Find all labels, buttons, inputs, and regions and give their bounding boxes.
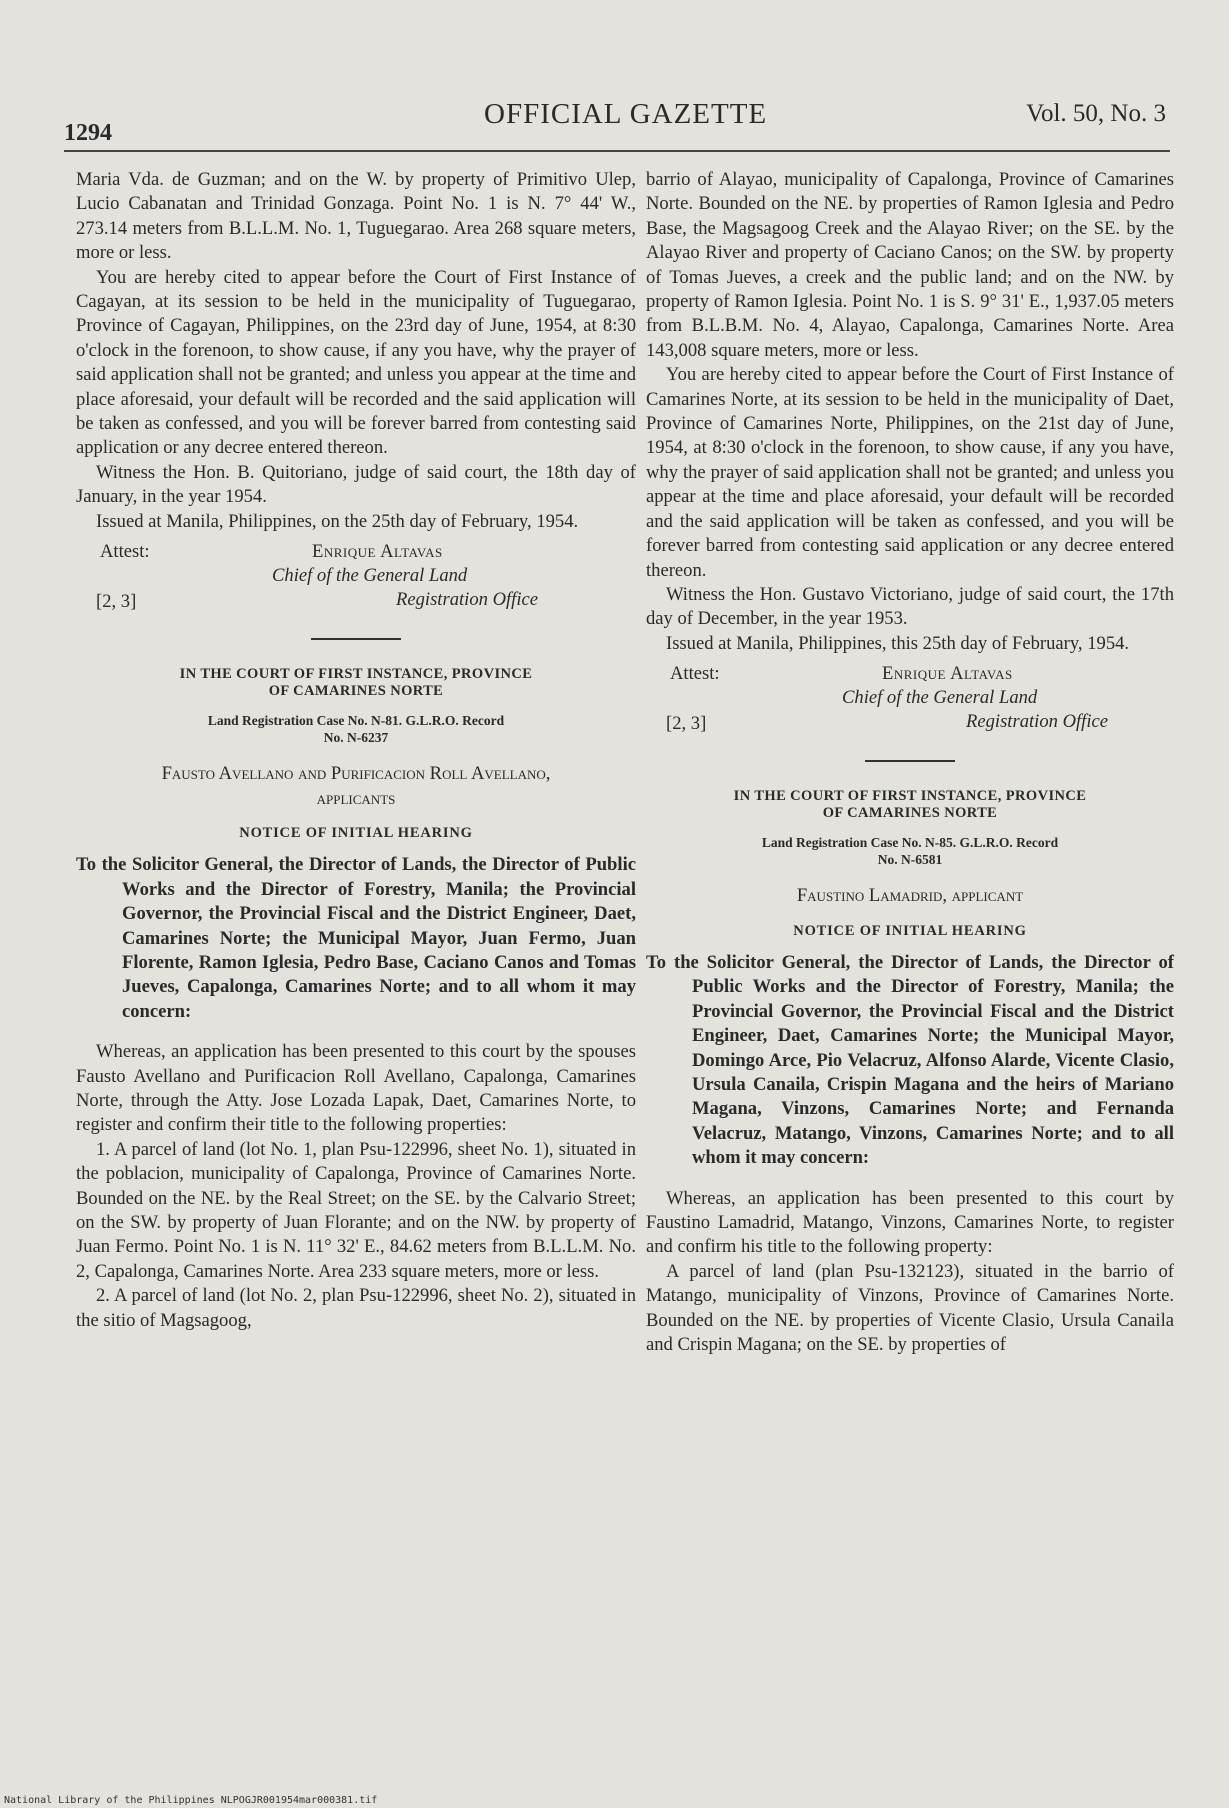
case-reference-line1: Land Registration Case No. N-81. G.L.R.O. Record <box>207 713 505 729</box>
attestation-block <box>646 660 1174 738</box>
applicants <box>76 762 636 811</box>
parcel-one-paragraph: 1. A parcel of land (lot No. 1, plan Psu-122996, sheet No. 1), situated in the poblacion, municipality of Capalonga, Province of Camarines Norte. Bounded on the NE. by the Real Street; on the SE. by the Calvario Street; on the SW. by property of Juan Florante; and on the NW. by property of Juan Fermo. Point No. 1 is N. 11° 32' E., 84.62 meters from B.L.L.M. No. 2, Capalonga, Camarines Norte. Area 233 square meters, more or less. <box>76 1138 636 1282</box>
running-head <box>64 94 1166 146</box>
continuation-paragraph: barrio of Alayao, municipality of Capalonga, Province of Camarines Norte. Bounded on the NE. by properties of Ramon Iglesia and Pedro Base, the Magsagoog Creek and the Alayao River; on the SE. by the Alayao River and property of Caciano Canos; on the SW. by property of Tomas Jueves, a creek and the public land; and on the NW. by property of Ramon Iglesia. Point No. 1 is S. 9° 31' E., 1,937.05 meters from B.L.B.M. No. 4, Alayao, Capalonga, Camarines Norte. Area 143,008 square meters, more or less. <box>646 169 1174 361</box>
signatory-name: Enrique Altavas <box>882 663 1013 685</box>
case-reference-line2: No. N-6237 <box>323 730 389 746</box>
journal-title: OFFICIAL GAZETTE <box>484 98 768 130</box>
court-heading-line2: OF CAMARINES NORTE <box>268 683 444 700</box>
citation-paragraph: You are hereby cited to appear before the Court of First Instance of Camarines Norte, at its session to be held in the municipality of Daet, Province of Camarines Norte, Philippines, on the 21st day of June, 1954, at 8:30 o'clock in the forenoon, to show cause, if any you have, why the prayer of said application shall not be granted; and unless you appear at the time and place aforesaid, your default will be recorded and the said application will be taken as confessed, and you will be forever barred from contesting said application or any decree entered thereon. <box>646 364 1174 581</box>
applicants-line2: applicants <box>316 787 396 809</box>
issued-paragraph: Issued at Manila, Philippines, this 25th day of February, 1954. <box>666 632 1130 654</box>
parcel-two-paragraph: 2. A parcel of land (lot No. 2, plan Psu-122996, sheet No. 2), situated in the sitio of Magsagoog, <box>76 1285 636 1331</box>
citation-paragraph: You are hereby cited to appear before the Court of First Instance of Cagayan, at its session to be held in the municipality of Tuguegarao, Province of Cagayan, Philippines, on the 23rd day of June, 1954, at 8:30 o'clock in the forenoon, to show cause, if any you have, why the prayer of said application shall not be granted; and unless you appear at the time and place aforesaid, your default will be recorded and the said application will be taken as confessed, and you will be forever barred from contesting said application or any decree entered thereon. <box>76 266 636 459</box>
witness-paragraph: Witness the Hon. Gustavo Victoriano, judge of said court, the 17th day of December, in the year 1953. <box>646 583 1174 630</box>
header-rule <box>64 150 1170 152</box>
scan-footer-note: National Library of the Philippines NLPOGJR001954mar000381.tif <box>4 1795 378 1806</box>
court-heading <box>76 666 636 700</box>
whereas-paragraph: Whereas, an application has been presented to this court by the spouses Fausto Avellano and Purificacion Roll Avellano, Capalonga, Camarines Norte, through the Atty. Jose Lozada Lapak, Daet, Camarines Norte, to register and confirm their title to the following properties: <box>76 1041 636 1136</box>
issue-reference: [2, 3] <box>96 591 137 613</box>
issue-reference: [2, 3] <box>666 713 707 735</box>
court-heading-line1: IN THE COURT OF FIRST INSTANCE, PROVINCE <box>733 788 1087 805</box>
case-reference-line2: No. N-6581 <box>877 852 943 868</box>
parcel-paragraph: A parcel of land (plan Psu-132123), situated in the barrio of Matango, municipality of Vinzons, Province of Camarines Norte. Bounded on the NE. by properties of Vicente Clasio, Ursula Canaila and Crispin Magana; on the SE. by properties of <box>646 1260 1174 1356</box>
addressees-paragraph: To the Solicitor General, the Director of Lands, the Director of Public Works and the Director of Forestry, Manila; the Provincial Governor, the Provincial Fiscal and the District Engineer, Daet, Camarines Norte; the Municipal Mayor, Domingo Arce, Pio Velacruz, Alfonso Alarde, Vicente Clasio, Ursula Canaila, Crispin Magana and the heirs of Mariano Magana, Vinzons, Camarines Norte; and Fernanda Velacruz, Matango, Vinzons, Camarines Norte; and to all whom it may concern: <box>646 951 1174 1169</box>
page-number: 1294 <box>64 120 112 146</box>
section-divider <box>865 760 955 762</box>
applicant: Faustino Lamadrid, applicant <box>796 885 1024 907</box>
court-heading <box>646 788 1174 822</box>
signatory-title-line1: Chief of the General Land <box>842 687 1038 709</box>
signatory-title-line2: Registration Office <box>966 711 1109 733</box>
signatory-name: Enrique Altavas <box>312 541 443 563</box>
signatory-title-line2: Registration Office <box>396 589 539 611</box>
case-reference <box>76 712 636 746</box>
notice-title: NOTICE OF INITIAL HEARING <box>793 922 1027 939</box>
whereas-paragraph: Whereas, an application has been presented to this court by Faustino Lamadrid, Matango, Vinzons, Camarines Norte, to register and confirm his title to the following property: <box>646 1187 1174 1258</box>
attest-label: Attest: <box>670 663 720 685</box>
case-reference <box>646 834 1174 868</box>
volume-issue: Vol. 50, No. 3 <box>1026 100 1166 127</box>
court-heading-line2: OF CAMARINES NORTE <box>822 805 998 822</box>
section-divider <box>311 638 401 640</box>
witness-paragraph: Witness the Hon. B. Quitoriano, judge of said court, the 18th day of January, in the year 1954. <box>76 461 636 508</box>
court-heading-line1: IN THE COURT OF FIRST INSTANCE, PROVINCE <box>179 666 533 683</box>
attestation-block <box>76 538 636 616</box>
left-column <box>76 168 636 1333</box>
addressees-paragraph: To the Solicitor General, the Director of Lands, the Director of Public Works and the Director of Forestry, Manila; the Provincial Governor, the Provincial Fiscal and the District Engineer, Daet, Camarines Norte; the Municipal Mayor, Juan Fermo, Juan Florente, Ramon Iglesia, Pedro Base, Caciano Canos and Tomas Jueves, Capalonga, Camarines Norte; and to all whom it may concern: <box>76 854 636 1022</box>
applicants-line1: Fausto Avellano and Purificacion Roll Avellano, <box>161 763 551 785</box>
continuation-paragraph: Maria Vda. de Guzman; and on the W. by property of Primitivo Ulep, Lucio Cabanatan and Trinidad Gonzaga. Point No. 1 is N. 7° 44' W., 273.14 meters from B.L.L.M. No. 1, Tuguegarao. Area 268 square meters, more or less. <box>76 169 636 264</box>
attest-label: Attest: <box>100 541 150 563</box>
notice-title: NOTICE OF INITIAL HEARING <box>239 824 473 841</box>
right-column <box>646 168 1174 1357</box>
issued-paragraph: Issued at Manila, Philippines, on the 25th day of February, 1954. <box>96 510 579 532</box>
case-reference-line1: Land Registration Case No. N-85. G.L.R.O. Record <box>761 835 1059 851</box>
signatory-title-line1: Chief of the General Land <box>272 565 468 587</box>
